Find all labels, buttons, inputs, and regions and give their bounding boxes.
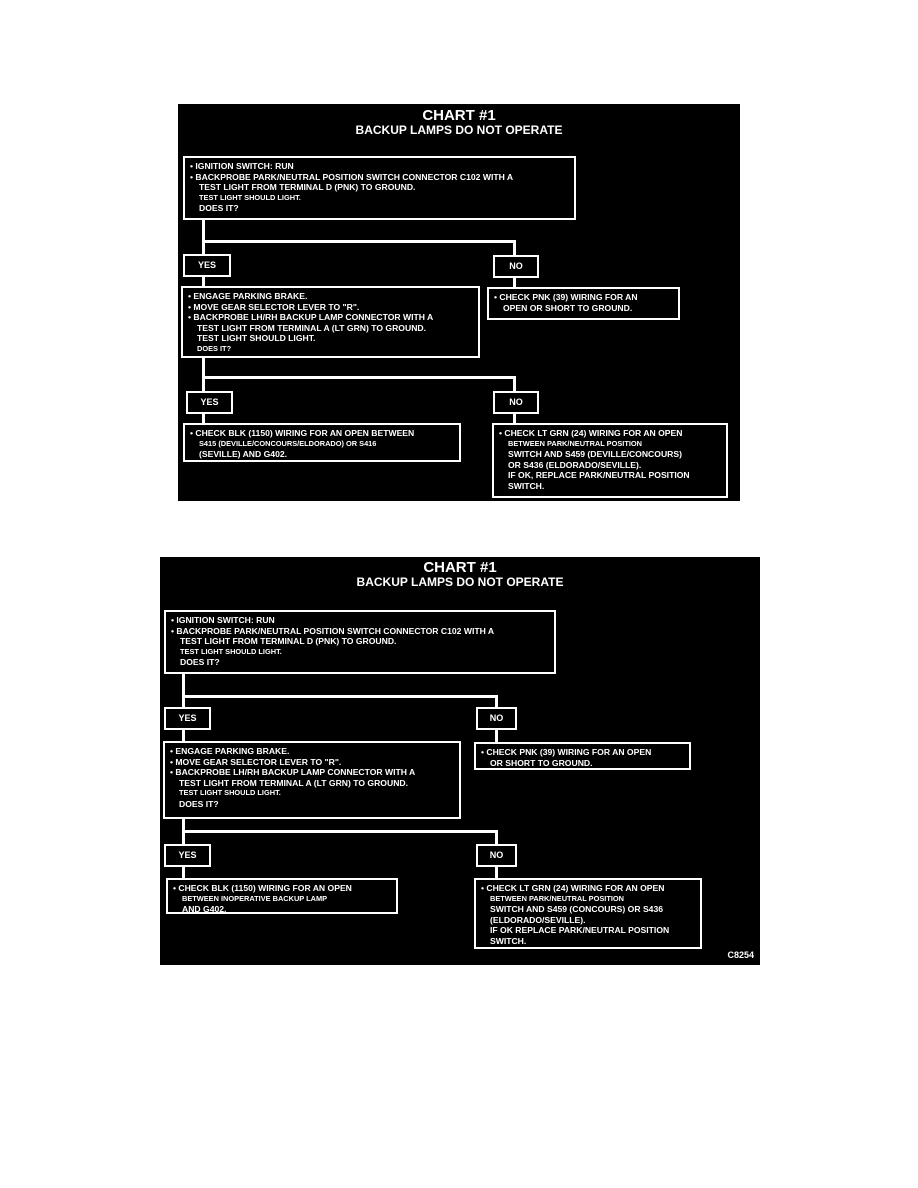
connector-line	[202, 220, 205, 254]
connector-line	[513, 376, 516, 391]
no-1-action-box	[474, 742, 691, 770]
yes-2-action-line: • CHECK BLK (1150) WIRING FOR AN OPEN	[173, 883, 352, 893]
no-label: NO	[493, 255, 539, 278]
connector-line	[202, 376, 516, 379]
step-1-line: TEST LIGHT FROM TERMINAL D (PNK) TO GROUND.	[180, 636, 397, 647]
no-2-action-line: SWITCH.	[490, 935, 527, 946]
no-2-action-line: BETWEEN PARK/NEUTRAL POSITION	[508, 438, 642, 448]
no-2-action-line: (ELDORADO/SEVILLE).	[490, 914, 586, 925]
step-1-line: TEST LIGHT FROM TERMINAL D (PNK) TO GROUND.	[199, 182, 416, 193]
step-2-line: TEST LIGHT SHOULD LIGHT.	[179, 788, 281, 798]
step-1-line: • IGNITION SWITCH: RUN	[190, 161, 294, 171]
step-1-line: TEST LIGHT SHOULD LIGHT.	[199, 192, 301, 202]
no-2-action-line: BETWEEN PARK/NEUTRAL POSITION	[490, 893, 624, 903]
yes-2-action-line: (SEVILLE) AND G402.	[199, 449, 288, 460]
no-1-action-line: • CHECK PNK (39) WIRING FOR AN OPEN	[481, 747, 652, 757]
no-2-action-line: OR S436 (ELDORADO/SEVILLE).	[508, 459, 642, 470]
step-2-line: • MOVE GEAR SELECTOR LEVER TO "R".	[188, 301, 360, 312]
step-1-line: • IGNITION SWITCH: RUN	[171, 615, 275, 625]
step-2-line: • BACKPROBE LH/RH BACKUP LAMP CONNECTOR WITH A	[188, 312, 434, 323]
no-label: NO	[476, 707, 517, 730]
chart-title: CHART #1	[422, 107, 496, 124]
connector-line	[513, 240, 516, 255]
yes-2-action-line: AND G402.	[182, 904, 227, 914]
no-1-action-line: OR SHORT TO GROUND.	[490, 757, 593, 768]
step-2-line: • ENGAGE PARKING BRAKE.	[188, 291, 308, 301]
step-2-line: TEST LIGHT FROM TERMINAL A (LT GRN) TO GROUND.	[179, 777, 408, 788]
step-1-box	[183, 156, 576, 220]
connector-line	[202, 240, 516, 243]
yes-label: YES	[183, 254, 231, 277]
no-2-action-box	[474, 878, 702, 949]
figure-code: C8254	[727, 950, 754, 960]
step-1-line: DOES IT?	[180, 657, 220, 668]
yes-label: YES	[186, 391, 233, 414]
step-2-line: DOES IT?	[179, 798, 219, 809]
yes-label: YES	[164, 844, 211, 867]
step-2-line: • ENGAGE PARKING BRAKE.	[170, 746, 290, 756]
chart-subtitle: BACKUP LAMPS DO NOT OPERATE	[355, 123, 563, 137]
yes-2-action-box	[183, 423, 461, 462]
no-2-action-line: SWITCH AND S459 (DEVILLE/CONCOURS)	[508, 449, 682, 460]
no-1-action-box	[487, 287, 680, 320]
connector-line	[182, 695, 498, 698]
flowchart-panel-bottom	[160, 557, 760, 965]
step-2-box	[163, 741, 461, 819]
flowchart-panel-top	[178, 104, 740, 501]
connector-line	[495, 730, 498, 742]
yes-label: YES	[164, 707, 211, 730]
no-label: NO	[476, 844, 517, 867]
yes-2-action-line: BETWEEN INOPERATIVE BACKUP LAMP	[182, 893, 328, 903]
no-2-action-line: SWITCH.	[508, 480, 545, 491]
step-1-line: • BACKPROBE PARK/NEUTRAL POSITION SWITCH CONNECTOR C102 WITH A	[171, 625, 495, 636]
no-1-action-line: • CHECK PNK (39) WIRING FOR AN	[494, 292, 638, 302]
step-1-line: DOES IT?	[199, 203, 239, 214]
connector-line	[182, 674, 185, 708]
no-2-action-line: IF OK REPLACE PARK/NEUTRAL POSITION	[490, 925, 670, 936]
step-1-box	[164, 610, 556, 674]
no-1-action-line: OPEN OR SHORT TO GROUND.	[503, 302, 633, 313]
no-2-action-line: SWITCH AND S459 (CONCOURS) OR S436	[490, 904, 664, 915]
step-1-line: • BACKPROBE PARK/NEUTRAL POSITION SWITCH CONNECTOR C102 WITH A	[190, 171, 514, 182]
step-2-box	[181, 286, 480, 358]
yes-2-action-line: S415 (DEVILLE/CONCOURS/ELDORADO) OR S416	[199, 438, 377, 448]
yes-2-action-line: • CHECK BLK (1150) WIRING FOR AN OPEN BETWEEN	[190, 428, 415, 438]
connector-line	[202, 358, 205, 391]
connector-line	[495, 830, 498, 845]
step-2-line: DOES IT?	[197, 343, 232, 353]
no-2-action-box	[492, 423, 728, 498]
no-label: NO	[493, 391, 539, 414]
chart-title: CHART #1	[423, 559, 497, 576]
chart-subtitle: BACKUP LAMPS DO NOT OPERATE	[356, 575, 564, 589]
no-2-action-line: • CHECK LT GRN (24) WIRING FOR AN OPEN	[499, 428, 683, 438]
step-2-line: • BACKPROBE LH/RH BACKUP LAMP CONNECTOR WITH A	[170, 767, 416, 778]
connector-line	[182, 830, 498, 833]
yes-2-action-box	[166, 878, 398, 914]
no-2-action-line: IF OK, REPLACE PARK/NEUTRAL POSITION	[508, 470, 690, 481]
step-2-line: • MOVE GEAR SELECTOR LEVER TO "R".	[170, 756, 342, 767]
step-1-line: TEST LIGHT SHOULD LIGHT.	[180, 646, 282, 656]
no-2-action-line: • CHECK LT GRN (24) WIRING FOR AN OPEN	[481, 883, 665, 893]
step-2-line: TEST LIGHT FROM TERMINAL A (LT GRN) TO GROUND.	[197, 322, 426, 333]
step-2-line: TEST LIGHT SHOULD LIGHT.	[197, 333, 316, 344]
